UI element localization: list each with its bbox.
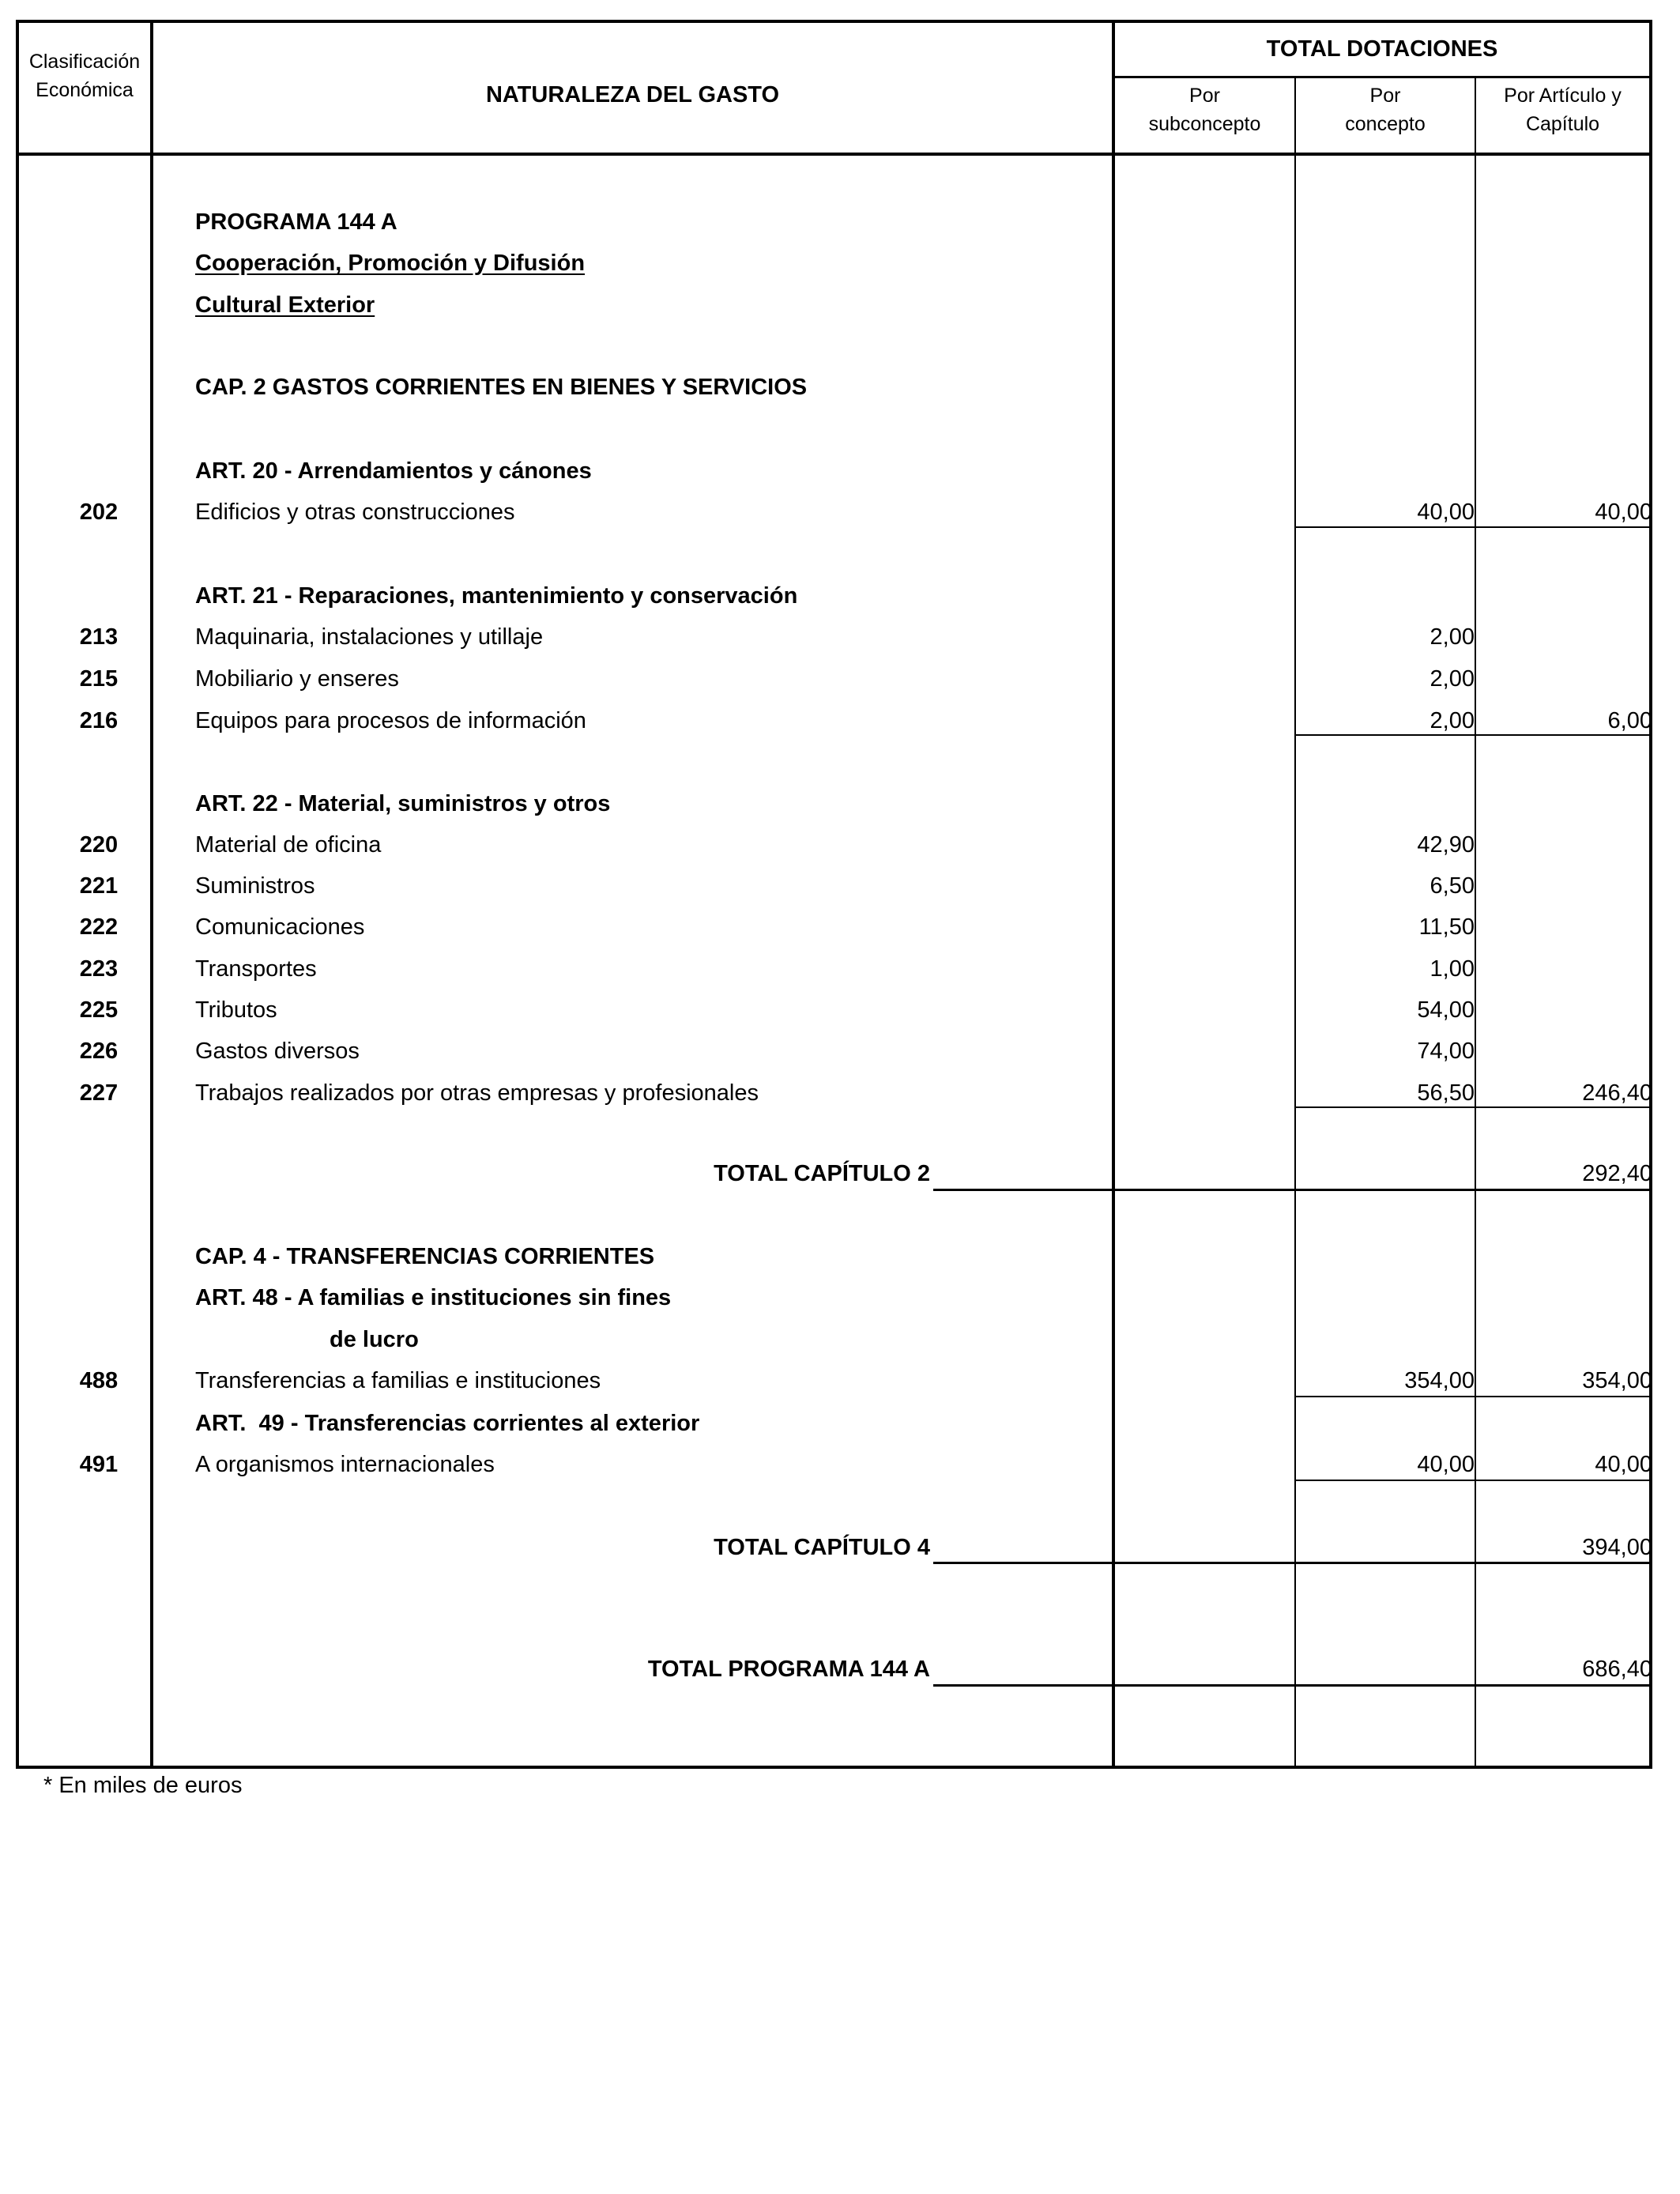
row-220-code: 220 <box>79 832 119 858</box>
row-220-concept: 42,90 <box>1417 832 1475 858</box>
row-202-concept: 40,00 <box>1417 499 1475 525</box>
art21-title: ART. 21 - Reparaciones, mantenimiento y conservación <box>195 583 798 609</box>
row-221-concept: 6,50 <box>1430 873 1475 899</box>
total-cap2-label: TOTAL CAPÍTULO 2 <box>714 1161 930 1186</box>
row-225-concept: 54,00 <box>1417 997 1475 1023</box>
table-right-border <box>1649 20 1652 1769</box>
table-left-border <box>16 20 19 1769</box>
header-col-subconcept-line1: Por <box>1189 85 1220 107</box>
row-225-code: 225 <box>79 997 119 1023</box>
row-202-desc: Edificios y otras construcciones <box>195 499 515 525</box>
art22-title: ART. 22 - Material, suministros y otros <box>195 791 611 816</box>
subtotal-rule <box>1294 1106 1652 1108</box>
total-cap2-value: 292,40 <box>1582 1161 1652 1186</box>
row-222-desc: Comunicaciones <box>195 914 365 940</box>
art20-title: ART. 20 - Arrendamientos y cánones <box>195 458 592 484</box>
program-title: PROGRAMA 144 A <box>195 209 397 235</box>
row-216-code: 216 <box>79 708 119 733</box>
row-491-concept: 40,00 <box>1417 1452 1475 1477</box>
subtotal-rule <box>1294 1480 1652 1481</box>
header-col-article-line2: Capítulo <box>1525 113 1600 135</box>
total-cap4-value: 394,00 <box>1582 1535 1652 1560</box>
header-col-concept <box>1296 81 1475 138</box>
row-223-desc: Transportes <box>195 956 317 982</box>
total-cap4-rule <box>933 1562 1652 1564</box>
column-divider-code <box>150 20 153 1769</box>
row-227-article: 246,40 <box>1582 1080 1652 1106</box>
row-202-article: 40,00 <box>1595 499 1652 525</box>
total-cap4-label: TOTAL CAPÍTULO 4 <box>714 1535 930 1560</box>
total-program-rule <box>933 1684 1652 1687</box>
row-488-code: 488 <box>79 1368 119 1393</box>
row-227-code: 227 <box>79 1080 119 1106</box>
header-classification-line1: Clasificación <box>28 51 141 73</box>
row-491-code: 491 <box>79 1452 119 1477</box>
art48-title-line2: de lucro <box>330 1327 419 1352</box>
row-221-code: 221 <box>79 873 119 899</box>
row-488-desc: Transferencias a familias e instituciones <box>195 1368 601 1393</box>
total-program-value: 686,40 <box>1582 1657 1652 1682</box>
header-nature: NATURALEZA DEL GASTO <box>485 82 780 107</box>
row-225-desc: Tributos <box>195 997 277 1023</box>
table-top-border <box>16 20 1652 23</box>
row-226-code: 226 <box>79 1039 119 1064</box>
row-491-desc: A organismos internacionales <box>195 1452 495 1477</box>
art48-title-line1: ART. 48 - A familias e instituciones sin fines <box>195 1285 672 1310</box>
row-213-desc: Maquinaria, instalaciones y utillaje <box>195 624 544 650</box>
row-220-desc: Material de oficina <box>195 832 382 858</box>
row-222-concept: 11,50 <box>1418 914 1475 940</box>
row-213-concept: 2,00 <box>1430 624 1475 650</box>
total-program-label: TOTAL PROGRAMA 144 A <box>647 1657 930 1682</box>
table-bottom-border <box>16 1766 1652 1769</box>
header-total-dotaciones: TOTAL DOTACIONES <box>1266 36 1498 62</box>
row-488-article: 354,00 <box>1582 1368 1652 1393</box>
row-216-concept: 2,00 <box>1430 708 1475 733</box>
row-216-desc: Equipos para procesos de información <box>195 708 586 733</box>
cap4-title: CAP. 4 - TRANSFERENCIAS CORRIENTES <box>195 1244 655 1269</box>
header-col-concept-line2: concepto <box>1345 113 1426 135</box>
row-227-concept: 56,50 <box>1417 1080 1475 1106</box>
subtotal-rule <box>1294 734 1652 736</box>
column-divider-nature <box>1112 20 1115 1769</box>
subtotal-rule <box>1294 1396 1652 1397</box>
total-cap2-rule <box>933 1189 1652 1191</box>
row-491-article: 40,00 <box>1595 1452 1652 1477</box>
header-bottom-border <box>16 153 1652 156</box>
column-divider-concept <box>1294 77 1296 1769</box>
subtotal-rule <box>1294 526 1652 528</box>
row-215-desc: Mobiliario y enseres <box>195 666 399 692</box>
cap2-title: CAP. 2 GASTOS CORRIENTES EN BIENES Y SERVICIOS <box>195 375 808 400</box>
row-202-code: 202 <box>79 499 119 525</box>
art49-title: ART. 49 - Transferencias corrientes al exterior <box>195 1411 700 1436</box>
row-226-desc: Gastos diversos <box>195 1039 360 1064</box>
row-223-concept: 1,00 <box>1430 956 1475 982</box>
row-221-desc: Suministros <box>195 873 315 899</box>
program-name-line1: Cooperación, Promoción y Difusión <box>195 251 586 276</box>
header-col-article <box>1476 81 1649 138</box>
header-classification-line2: Económica <box>36 79 134 101</box>
header-classification <box>19 47 150 104</box>
row-213-code: 213 <box>79 624 119 650</box>
program-name-line2: Cultural Exterior <box>195 292 375 318</box>
header-col-article-line1: Por Artículo y <box>1504 85 1622 107</box>
row-216-article: 6,00 <box>1607 708 1652 733</box>
row-227-desc: Trabajos realizados por otras empresas y profesionales <box>195 1080 759 1106</box>
header-col-concept-line1: Por <box>1369 85 1401 107</box>
row-488-concept: 354,00 <box>1404 1368 1475 1393</box>
row-215-code: 215 <box>79 666 119 692</box>
column-divider-article <box>1475 77 1476 1769</box>
total-dotaciones-underline <box>1112 76 1652 78</box>
footnote: * En miles de euros <box>43 1773 243 1798</box>
header-col-subconcept <box>1115 81 1294 138</box>
row-215-concept: 2,00 <box>1430 666 1475 692</box>
row-226-concept: 74,00 <box>1417 1039 1475 1064</box>
header-col-subconcept-line2: subconcepto <box>1148 113 1261 135</box>
row-223-code: 223 <box>79 956 119 982</box>
row-222-code: 222 <box>79 914 119 940</box>
